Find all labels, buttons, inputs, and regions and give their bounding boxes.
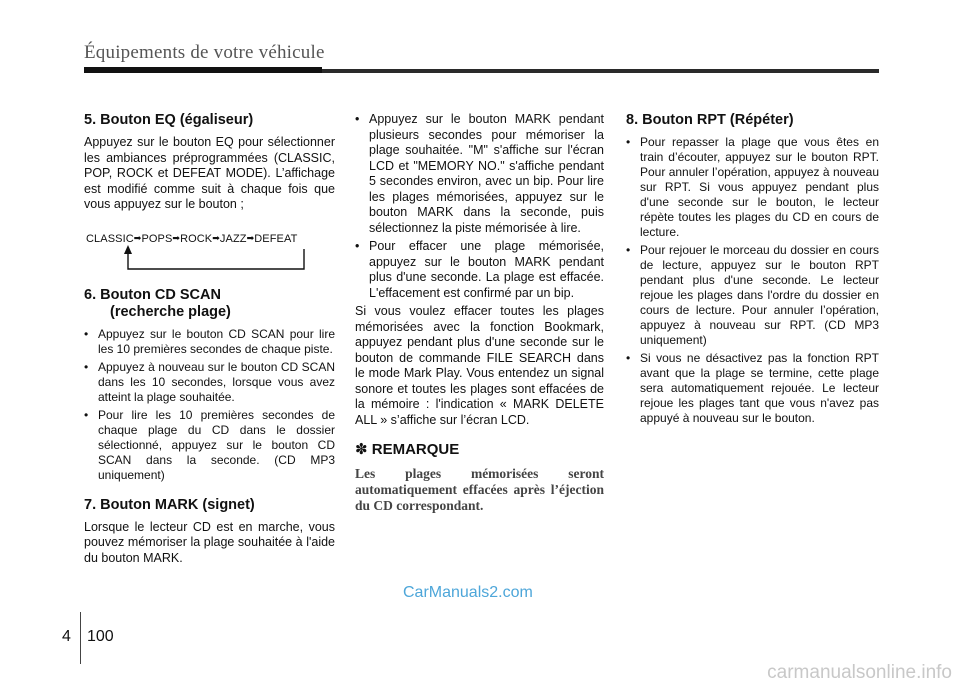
page-number: 100 (87, 628, 114, 645)
section-6-subtitle: (recherche plage) (110, 303, 231, 320)
eq-mode-cycle-diagram (84, 223, 335, 285)
header-rule (84, 69, 879, 73)
arrow-right-icon: ➡ (172, 232, 181, 243)
list-item: • Pour effacer une plage mémorisée, appuyez sur le bouton MARK pendant plus d'une seconde. La plage est effacée. L'effacement est confirmé par un bip. (355, 239, 604, 301)
list-item: • Pour repasser la plage que vous êtes en train d’écouter, appuyez sur le bouton RPT. Pour annuler l’opération, appuyez à nouveau sur RPT. Si vous appuyez pendant plus d'une seconde sur le bouton, le lecteur répète toutes les plages du CD en cours de lecture. (626, 135, 879, 240)
section-7-heading: 7. Bouton MARK (signet) (84, 496, 255, 513)
list-item: • Si vous ne désactivez pas la fonction RPT avant que la plage se termine, cette plage sera automatiquement rejouée. Le lecteur rejoue les plages tant que vous n'avez pas appuyé à nouveau sur le bouton. (626, 351, 879, 426)
page-number-divider (80, 612, 81, 664)
page-header-title: Équipements de votre véhicule (84, 42, 325, 63)
remark-text: Les plages mémorisées seront automatiquement effacées après l’éjection du CD correspondant. (355, 465, 604, 513)
section-5-heading: 5. Bouton EQ (égaliseur) (84, 112, 254, 128)
watermark-link[interactable]: CarManuals2.com (403, 584, 533, 601)
list-item: • Appuyez à nouveau sur le bouton CD SCAN dans les 10 secondes, lorsque vous avez atteint la plage souhaitée. (84, 360, 335, 405)
remark-title: REMARQUE (371, 441, 460, 458)
section-7-text: Lorsque le lecteur CD est en marche, vous pouvez mémoriser la plage souhaitée à l'aide du bouton MARK. (84, 519, 335, 565)
remark-heading (355, 442, 604, 458)
section-6-title: 6. Bouton CD SCAN (84, 286, 221, 303)
arrow-right-icon: ➡ (133, 232, 142, 243)
chapter-number: 4 (62, 628, 71, 645)
section-8-list (626, 135, 879, 426)
eq-mode-defeat: DEFEAT (254, 232, 298, 245)
footer-site-watermark: carmanualsonline.info (767, 662, 952, 683)
section-6-list (84, 327, 335, 483)
asterisk-icon: ✽ (355, 441, 368, 458)
header-rule-accent (84, 67, 322, 73)
eq-mode-classic: CLASSIC (86, 232, 134, 245)
arrow-right-icon: ➡ (212, 232, 220, 243)
column-2 (355, 112, 604, 514)
column-1 (84, 112, 335, 566)
cycle-return-arrow-icon (84, 223, 335, 285)
mark-list (355, 112, 604, 301)
bookmark-delete-text: Si vous voulez effacer toutes les plages mémorisées avec la fonction Bookmark, appuyez pendant plus d'une seconde sur le bouton de commande FILE SEARCH dans le mode Mark Play. Vous entendez un signal sonore et toutes les plages sont effacées de la mémoire : l'indication « MARK DELETE ALL » s’affiche sur l’écran LCD. (355, 304, 604, 427)
section-6-heading (84, 287, 335, 321)
section-8-heading: 8. Bouton RPT (Répéter) (626, 112, 794, 128)
list-item: • Pour rejouer le morceau du dossier en cours de lecture, appuyez sur le bouton RPT pendant plus d'une seconde. Le lecteur rejoue les plages dans l'ordre du dossier en cours de lecture. Pour annuler l’opération, appuyez à nouveau sur RPT. (CD MP3 uniquement) (626, 243, 879, 348)
list-item: • Pour lire les 10 premières secondes de chaque plage du CD dans le dossier sélectionné, appuyez sur le bouton CD SCAN dans la seconde. (CD MP3 uniquement) (84, 408, 335, 483)
column-3 (626, 112, 879, 429)
arrow-right-icon: ➡ (246, 232, 255, 243)
eq-mode-rock: ROCK (180, 232, 213, 245)
list-item: • Appuyez sur le bouton MARK pendant plusieurs secondes pour mémoriser la plage souhaitée. "M" s'affiche sur l'écran LCD et "MEMORY NO." s'affiche pendant 5 secondes environ, avec un bip. Pour lire les plages mémorisées, appuyez sur le bouton MARK dans la seconde, puis sélectionnez la piste mémorisée à lire. (355, 112, 604, 236)
section-5-text: Appuyez sur le bouton EQ pour sélectionner les ambiances préprogrammées (CLASSIC, POP, ROCK et DEFEAT MODE). L’affichage est modifié comme suit à chaque fois que vous appuyez sur le bouton ; (84, 135, 335, 211)
eq-mode-jazz: JAZZ (219, 232, 247, 245)
eq-mode-pops: POPS (141, 232, 173, 245)
list-item: • Appuyez sur le bouton CD SCAN pour lire les 10 premières secondes de chaque piste. (84, 327, 335, 357)
